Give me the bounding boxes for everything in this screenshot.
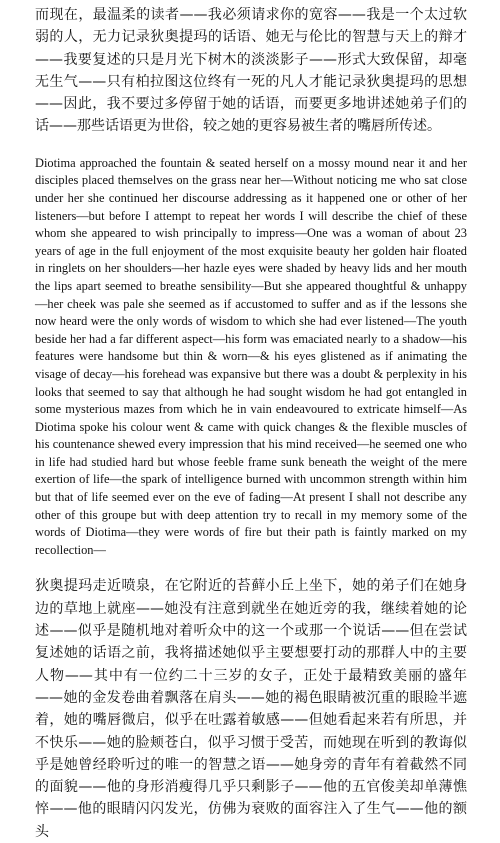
chinese-translation-paragraph: 狄奥提玛走近喷泉，在它附近的苔藓小丘上坐下，她的弟子们在她身边的草地上就座——她没有注意到就坐在她近旁的我，继续着她的论述——似乎是随机地对着听众中的这一个或那一个说话——但在尝试复述她的话语之前，我将描述她似乎主要想要打动的那群人中的主要人物——其中有一位约二十三岁的女子，正处于最精致美丽的盛年——她的金发卷曲着飘落在肩头——她的褐色眼睛被沉重的眼睑半遮着，她的嘴唇微启，似乎在吐露着敏感——但她看起来若有所思，并不快乐——她的脸颊苍白，似乎习惯于受苦，而她现在听到的教诲似乎是她曾经聆听过的唯一的智慧之语——她身旁的青年有着截然不同的面貌——他的身形消瘦得几乎只剩影子——他的五官俊美却单薄憔悴——他的眼睛闪闪发光，仿佛为衰败的面容注入了生气——他的额头 [35,578,467,840]
english-source-paragraph: Diotima approached the fountain & seated herself on a mossy mound near it and her disciples placed themselves on the grass near her—Without noticing me who sat close under her she continued her discourse addressing as it happened one or other of her listeners—but before I attempt to repeat her words I will describe the chief of these whom she appeared to wish principally to impress—One was a woman of about 23 years of age in the full enjoyment of the most exquisite beauty her golden hair floated in ringlets on her shoulders—her hazle eyes were shaded by heavy lids and her mouth the lips apart seemed to breathe sensibility—But she appeared thoughtful & unhappy—her cheek was pale she seemed as if accustomed to suffer and as if the lessons she now heard were the only words of wisdom to which she had ever listened—The youth beside her had a far different aspect—his form was emaciated nearly to a shadow—his features were handsome but thin & worn—& his eyes glistened as if animating the visage of decay—his forehead was expansive but there was a doubt & perplexity in his looks that seemed to say that although he had sought wisdom he had got entangled in some mysterious mazes from which he in vain endeavoured to extricate himself—As Diotima spoke his colour went & came with quick changes & the flexible muscles of his countenance shewed every impression that his mind received—he seemed one who in life had studied hard but whose feeble frame sunk beneath the weight of the mere exertion of life—the spark of intelligence burned with uncommon strength within him but that of life seemed ever on the eve of fading—At present I shall not describe any other of this groupe but with deep attention try to recall in my memory some of the words of Diotima—they were words of fire but their path is faintly marked on my recollection— [35,155,467,557]
paragraph-spacer [35,138,467,155]
chinese-intro-paragraph: 而现在，最温柔的读者——我必须请求你的宽容——我是一个太过软弱的人，无力记录狄奥提玛的话语、她无与伦比的智慧与天上的辩才——我要复述的只是月光下树木的淡淡影子——形式大致保留，却毫无生气——只有柏拉图这位终有一死的凡人才能记录狄奥提玛的思想——因此，我不要过多停留于她的话语，而要更多地讲述她弟子们的话——那些话语更为世俗，较之她的更容易被生者的嘴唇所传述。 [35,7,467,135]
document-page [35,4,467,843]
paragraph-spacer [35,559,467,575]
